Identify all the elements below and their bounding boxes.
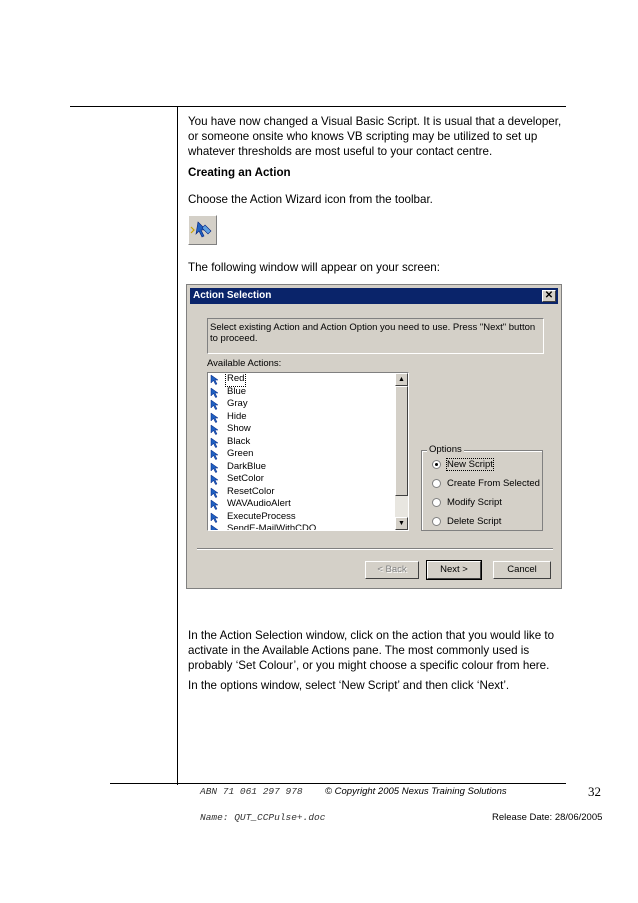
option-label: Create From Selected xyxy=(447,478,540,489)
page-number: 32 xyxy=(588,784,601,799)
action-icon xyxy=(210,499,221,510)
window-intro-paragraph: The following window will appear on your screen: xyxy=(188,261,440,274)
back-button[interactable]: < Back xyxy=(365,561,419,579)
action-icon xyxy=(210,387,221,398)
release-date: Release Date: 28/06/2005 xyxy=(492,812,603,823)
action-icon xyxy=(210,424,221,435)
list-item[interactable] xyxy=(208,448,408,461)
action-label: SendE-MailWithCDO xyxy=(227,523,317,531)
action-wizard-button[interactable] xyxy=(188,215,217,245)
action-selection-paragraph: In the Action Selection window, click on the action that you would like to activate in the Available Actions pane. The most commonly used is probably ‘Set Colour’, or you might choose a specific colour from here. xyxy=(188,629,555,672)
available-actions-list[interactable] xyxy=(207,372,409,531)
dialog-title: Action Selection xyxy=(193,290,272,301)
cancel-button[interactable]: Cancel xyxy=(493,561,551,579)
instruction-paragraph: Choose the Action Wizard icon from the toolbar. xyxy=(188,193,433,206)
option-label: Delete Script xyxy=(447,516,502,527)
action-icon xyxy=(210,412,221,423)
list-item[interactable] xyxy=(208,386,408,399)
action-label: SetColor xyxy=(227,473,264,484)
scroll-thumb[interactable] xyxy=(395,386,408,496)
list-item[interactable] xyxy=(208,511,408,524)
action-icon xyxy=(210,374,221,385)
section-heading: Creating an Action xyxy=(188,166,291,179)
option-label: New Script xyxy=(447,459,493,470)
instruction-text: Select existing Action and Action Option you need to use. Press "Next" button to proceed. xyxy=(207,318,544,354)
action-label: Black xyxy=(227,435,251,447)
action-icon xyxy=(210,474,221,485)
scroll-up-button[interactable]: ▲ xyxy=(395,373,408,386)
close-button[interactable]: ✕ xyxy=(542,290,556,302)
action-selection-dialog xyxy=(186,284,562,589)
action-icon xyxy=(210,487,221,498)
header-rule xyxy=(70,106,566,107)
action-label: Blue xyxy=(227,385,247,397)
radio-button[interactable] xyxy=(432,460,441,469)
action-label: Gray xyxy=(227,398,248,409)
action-label: Green xyxy=(227,448,254,459)
margin-rule xyxy=(177,107,178,785)
action-icon xyxy=(210,512,221,523)
radio-button[interactable] xyxy=(432,517,441,526)
action-icon xyxy=(210,524,221,531)
list-item[interactable] xyxy=(208,373,408,386)
radio-button[interactable] xyxy=(432,498,441,507)
next-button[interactable]: Next > xyxy=(427,561,481,579)
action-icon xyxy=(210,399,221,410)
available-actions-label: Available Actions: xyxy=(207,358,282,369)
action-label: Red xyxy=(227,373,245,384)
action-label: DarkBlue xyxy=(227,460,267,472)
action-label: ResetColor xyxy=(227,485,275,497)
radio-button[interactable] xyxy=(432,479,441,488)
document-name: Name: QUT_CCPulse+.doc xyxy=(200,812,326,823)
abn-number: ABN 71 061 297 978 xyxy=(200,786,303,797)
list-item[interactable] xyxy=(208,411,408,424)
options-group xyxy=(421,444,543,531)
intro-paragraph: You have now changed a Visual Basic Script. It is usual that a developer, or someone onsite who knows VB scripting may be utilized to set up whatever thresholds are most useful to your contact centre. xyxy=(188,115,562,158)
list-item[interactable] xyxy=(208,473,408,486)
option-label: Modify Script xyxy=(447,497,502,508)
list-item[interactable] xyxy=(208,498,408,511)
list-item[interactable] xyxy=(208,423,408,436)
list-item[interactable] xyxy=(208,436,408,449)
scroll-down-button[interactable]: ▼ xyxy=(395,517,408,530)
action-label: Show xyxy=(227,423,251,434)
action-label: WAVAudioAlert xyxy=(227,498,291,509)
action-icon xyxy=(210,437,221,448)
vertical-scrollbar[interactable] xyxy=(395,373,408,530)
action-wizard-icon xyxy=(189,216,216,244)
button-separator xyxy=(197,548,553,550)
list-item[interactable] xyxy=(208,398,408,411)
action-icon xyxy=(210,449,221,460)
action-label: ExecuteProcess xyxy=(227,510,296,522)
action-icon xyxy=(210,462,221,473)
action-label: Hide xyxy=(227,410,247,422)
options-paragraph: In the options window, select ‘New Script’ and then click ‘Next’. xyxy=(188,679,510,692)
copyright-notice: © Copyright 2005 Nexus Training Solutions xyxy=(325,786,507,797)
list-item[interactable] xyxy=(208,486,408,499)
list-item[interactable] xyxy=(208,461,408,474)
options-label: Options xyxy=(429,444,462,455)
list-item[interactable] xyxy=(208,523,408,531)
dialog-titlebar xyxy=(190,288,558,304)
footer-rule xyxy=(110,783,566,784)
